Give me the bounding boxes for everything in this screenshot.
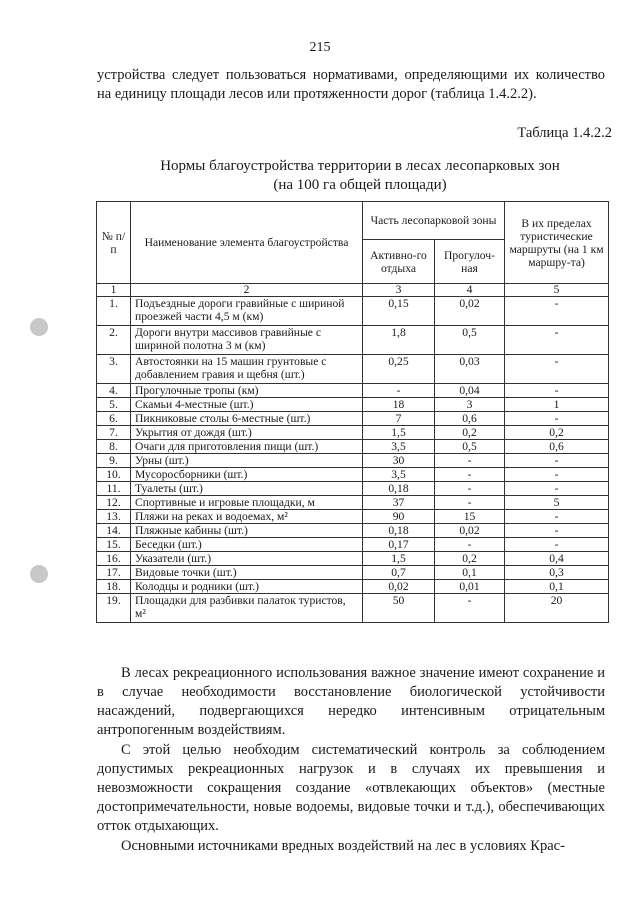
row-walking: 0,6	[435, 412, 505, 426]
table-row	[97, 594, 609, 623]
row-name: Спортивные и игровые площадки, м	[131, 496, 363, 510]
row-walking: 15	[435, 510, 505, 524]
row-active: 0,18	[363, 524, 435, 538]
row-number: 18.	[97, 580, 131, 594]
table-row	[97, 538, 609, 552]
row-routes: 0,2	[505, 426, 609, 440]
row-routes: -	[505, 297, 609, 326]
row-walking: -	[435, 496, 505, 510]
page-number: 215	[309, 40, 331, 55]
row-active: 30	[363, 454, 435, 468]
body-paragraph-3: Основными источниками вредных воздействий на лес в условиях Крас-	[121, 838, 565, 854]
row-name: Пляжи на реках и водоемах, м²	[131, 510, 363, 524]
row-active: 90	[363, 510, 435, 524]
row-number: 19.	[97, 594, 131, 623]
row-number: 17.	[97, 566, 131, 580]
row-number: 5.	[97, 398, 131, 412]
row-walking: 3	[435, 398, 505, 412]
row-number: 4.	[97, 384, 131, 398]
row-name: Дороги внутри массивов гравийные с шириной полотна 3 м (км)	[131, 326, 363, 355]
row-active: 1,8	[363, 326, 435, 355]
row-active: 7	[363, 412, 435, 426]
row-number: 13.	[97, 510, 131, 524]
row-walking: 0,02	[435, 297, 505, 326]
row-active: -	[363, 384, 435, 398]
header-walking: Прогулоч-ная	[435, 240, 505, 284]
row-active: 1,5	[363, 426, 435, 440]
norms-table	[96, 201, 609, 623]
row-number: 10.	[97, 468, 131, 482]
row-name: Подъездные дороги гравийные с шириной проезжей части 4,5 м (км)	[131, 297, 363, 326]
punch-hole-top	[30, 318, 48, 336]
row-active: 3,5	[363, 440, 435, 454]
row-active: 50	[363, 594, 435, 623]
table-row	[97, 326, 609, 355]
row-name: Площадки для разбивки палаток туристов, м²	[131, 594, 363, 623]
column-number: 2	[131, 284, 363, 297]
intro-paragraph	[97, 66, 605, 104]
header-active: Активно-го отдыха	[363, 240, 435, 284]
row-routes: -	[505, 538, 609, 552]
row-walking: -	[435, 468, 505, 482]
row-routes: -	[505, 326, 609, 355]
row-routes: -	[505, 454, 609, 468]
row-number: 12.	[97, 496, 131, 510]
table-row	[97, 524, 609, 538]
header-name: Наименование элемента благоустройства	[131, 202, 363, 284]
row-walking: 0,2	[435, 426, 505, 440]
row-number: 3.	[97, 355, 131, 384]
row-walking: 0,1	[435, 566, 505, 580]
header-routes: В их пределах туристические маршруты (на 1 км маршру-та)	[505, 202, 609, 284]
row-routes: -	[505, 384, 609, 398]
row-routes: 5	[505, 496, 609, 510]
row-number: 1.	[97, 297, 131, 326]
column-number: 5	[505, 284, 609, 297]
table-row	[97, 482, 609, 496]
punch-hole-bottom	[30, 565, 48, 583]
row-number: 8.	[97, 440, 131, 454]
row-name: Видовые точки (шт.)	[131, 566, 363, 580]
row-active: 3,5	[363, 468, 435, 482]
row-routes: 0,6	[505, 440, 609, 454]
table-row	[97, 426, 609, 440]
body-paragraph-2: С этой целью необходим систематический контроль за соблюдением допустимых рекреационных нагрузок и в случаях их превышения и невозможности сокращения создание «отвлекающих объектов» (местные достопримечательности, новые водоемы, видовые точки и т.д.), обеспечивающих отток отдыхающих.	[97, 742, 605, 834]
row-routes: -	[505, 468, 609, 482]
row-active: 18	[363, 398, 435, 412]
intro-line-2: на единицу площади лесов или протяженности дорог (таблица 1.4.2.2).	[97, 86, 537, 102]
intro-line-1: устройства следует пользоваться нормативами, определяющими их количество	[97, 67, 605, 83]
row-routes: 0,4	[505, 552, 609, 566]
table-row	[97, 384, 609, 398]
row-walking: -	[435, 594, 505, 623]
row-name: Беседки (шт.)	[131, 538, 363, 552]
row-active: 0,15	[363, 297, 435, 326]
row-routes: 20	[505, 594, 609, 623]
row-active: 0,17	[363, 538, 435, 552]
row-number: 2.	[97, 326, 131, 355]
table-title	[145, 157, 575, 195]
row-name: Укрытия от дождя (шт.)	[131, 426, 363, 440]
row-routes: -	[505, 510, 609, 524]
row-active: 0,7	[363, 566, 435, 580]
row-active: 37	[363, 496, 435, 510]
row-name: Туалеты (шт.)	[131, 482, 363, 496]
table-row	[97, 440, 609, 454]
body-paragraph-1: В лесах рекреационного использования важное значение имеют сохранение и в случае необходимости восстановление биологической устойчивости насаждений, подвергающихся нередко интенсивным отрицательным антропогенным воздействиям.	[97, 665, 605, 738]
row-name: Скамьи 4-местные (шт.)	[131, 398, 363, 412]
row-name: Урны (шт.)	[131, 454, 363, 468]
row-number: 14.	[97, 524, 131, 538]
table-title-line-1: Нормы благоустройства территории в лесах лесопарковых зон	[160, 158, 560, 174]
table-row	[97, 496, 609, 510]
column-number: 4	[435, 284, 505, 297]
row-routes: 0,3	[505, 566, 609, 580]
table-row	[97, 297, 609, 326]
column-number: 1	[97, 284, 131, 297]
table-row	[97, 510, 609, 524]
table-row	[97, 468, 609, 482]
row-walking: 0,03	[435, 355, 505, 384]
row-routes: -	[505, 412, 609, 426]
header-forest-part: Часть лесопарковой зоны	[363, 202, 505, 240]
row-number: 9.	[97, 454, 131, 468]
table-row	[97, 398, 609, 412]
row-walking: 0,02	[435, 524, 505, 538]
row-number: 16.	[97, 552, 131, 566]
row-walking: -	[435, 482, 505, 496]
row-active: 0,02	[363, 580, 435, 594]
row-number: 15.	[97, 538, 131, 552]
row-name: Очаги для приготовления пищи (шт.)	[131, 440, 363, 454]
table-row	[97, 566, 609, 580]
row-routes: 0,1	[505, 580, 609, 594]
row-routes: -	[505, 355, 609, 384]
row-walking: 0,01	[435, 580, 505, 594]
row-walking: -	[435, 538, 505, 552]
row-name: Колодцы и родники (шт.)	[131, 580, 363, 594]
row-walking: 0,04	[435, 384, 505, 398]
table-row	[97, 412, 609, 426]
row-name: Автостоянки на 15 машин грунтовые с добавлением гравия и щебня (шт.)	[131, 355, 363, 384]
header-num: № п/п	[97, 202, 131, 284]
row-number: 11.	[97, 482, 131, 496]
table-row	[97, 552, 609, 566]
row-walking: 0,5	[435, 440, 505, 454]
row-walking: 0,2	[435, 552, 505, 566]
row-name: Мусоросборники (шт.)	[131, 468, 363, 482]
row-name: Прогулочные тропы (км)	[131, 384, 363, 398]
row-active: 0,18	[363, 482, 435, 496]
row-name: Пляжные кабины (шт.)	[131, 524, 363, 538]
row-active: 1,5	[363, 552, 435, 566]
column-number: 3	[363, 284, 435, 297]
row-routes: -	[505, 482, 609, 496]
table-row	[97, 454, 609, 468]
row-name: Указатели (шт.)	[131, 552, 363, 566]
row-number: 7.	[97, 426, 131, 440]
row-walking: -	[435, 454, 505, 468]
row-number: 6.	[97, 412, 131, 426]
table-title-line-2: (на 100 га общей площади)	[273, 177, 447, 193]
row-name: Пикниковые столы 6-местные (шт.)	[131, 412, 363, 426]
column-numbers-row	[97, 284, 609, 297]
row-routes: -	[505, 524, 609, 538]
row-walking: 0,5	[435, 326, 505, 355]
row-routes: 1	[505, 398, 609, 412]
table-row	[97, 580, 609, 594]
table-label: Таблица 1.4.2.2	[517, 125, 612, 141]
table-row	[97, 355, 609, 384]
row-active: 0,25	[363, 355, 435, 384]
